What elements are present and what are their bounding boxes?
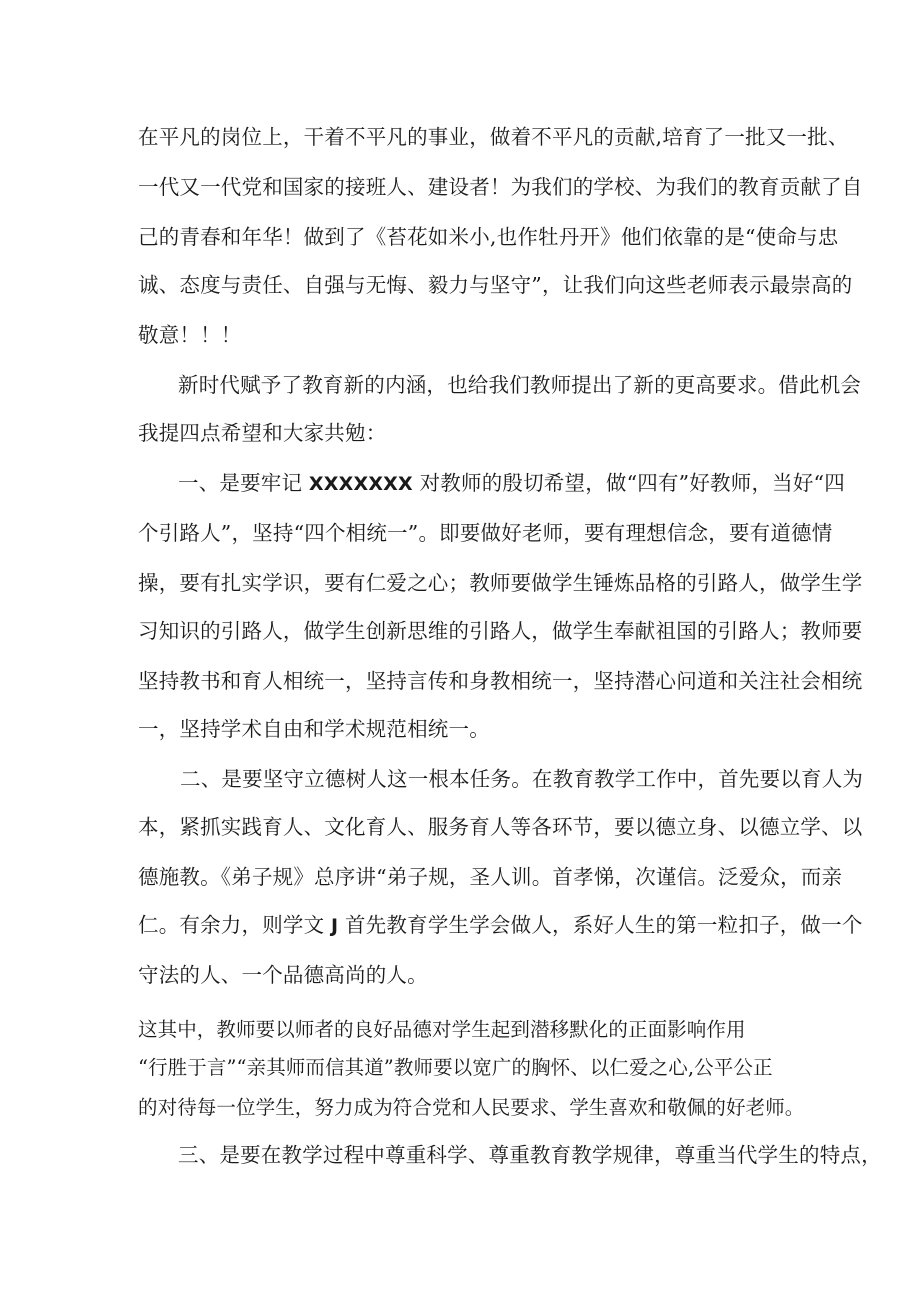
paragraph-line: 二、是要坚守立德树人这一根本任务。在教育教学工作中，首先要以育人为: [180, 767, 864, 791]
paragraph-line: 己的青春和年华！做到了《苔花如米小,也作牡丹开》他们依靠的是“使命与忠: [138, 225, 839, 249]
text-span: 一、是要牢记: [178, 471, 309, 495]
paragraph-line: 本，紧抓实践育人、文化育人、服务育人等各环节，要以德立身、以德立学、以: [138, 815, 863, 839]
paragraph-line: 个引路人”，坚持“四个相统一”。即要做好老师，要有理想信念，要有道德情: [138, 521, 833, 545]
paragraph-line: 一，坚持学术自由和学术规范相统一。: [138, 717, 490, 741]
paragraph-line: 敬意！！！: [138, 323, 242, 347]
paragraph-line: 守法的人、一个品德高尚的人。: [138, 963, 428, 987]
paragraph-line: 三、是要在教学过程中尊重科学、尊重教育教学规律，尊重当代学生的特点，: [178, 1143, 882, 1167]
paragraph-line: 我提四点希望和大家共勉：: [138, 421, 387, 445]
paragraph-line: 操，要有扎实学识，要有仁爱之心；教师要做学生锤炼品格的引路人，做学生学: [138, 571, 863, 595]
paragraph-line: 习知识的引路人，做学生创新思维的引路人，做学生奉献祖国的引路人；教师要: [138, 619, 863, 643]
paragraph-line: [138, 908, 863, 938]
paragraph-line: 在平凡的岗位上，干着不平凡的事业，做着不平凡的贡献,培育了一批又一批、: [138, 125, 849, 149]
text-span: 仁。有余力，则学文: [138, 913, 332, 937]
text-span: 首先教育学生学会做人，系好人生的第一粒扣子，做一个: [338, 913, 863, 937]
paragraph-line: 坚持教书和育人相统一，坚持言传和身教相统一，坚持潜心问道和关注社会相统: [138, 669, 863, 693]
stray-glyph: J: [331, 915, 339, 937]
text-span: 对教师的殷切希望，做“四有”好教师，当好“四: [412, 471, 845, 495]
paragraph-line: 新时代赋予了教育新的内涵，也给我们教师提出了新的更高要求。借此机会: [178, 373, 862, 397]
paragraph-line: 德施教。《弟子规》总序讲“弟子规，圣人训。首孝悌，次谨信。泛爱众，而亲: [138, 865, 843, 889]
paragraph-line: [178, 466, 845, 496]
paragraph-line: 一代又一代党和国家的接班人、建设者！为我们的学校、为我们的教育贡献了自: [138, 175, 863, 199]
redacted-name: XXXXXXX: [308, 473, 413, 495]
paragraph-line: 这其中，教师要以师者的良好品德对学生起到潜移默化的正面影响作用: [138, 1018, 746, 1041]
paragraph-line: “行胜于言”“亲其师而信其道”教师要以宽广的胸怀、以仁爱之心,公平公正: [138, 1056, 773, 1079]
paragraph-line: 诚、态度与责任、自强与无悔、毅力与坚守”，让我们向这些老师表示最崇高的: [138, 273, 853, 297]
paragraph-line: 的对待每一位学生，努力成为符合党和人民要求、学生喜欢和敬佩的好老师。: [138, 1096, 805, 1119]
